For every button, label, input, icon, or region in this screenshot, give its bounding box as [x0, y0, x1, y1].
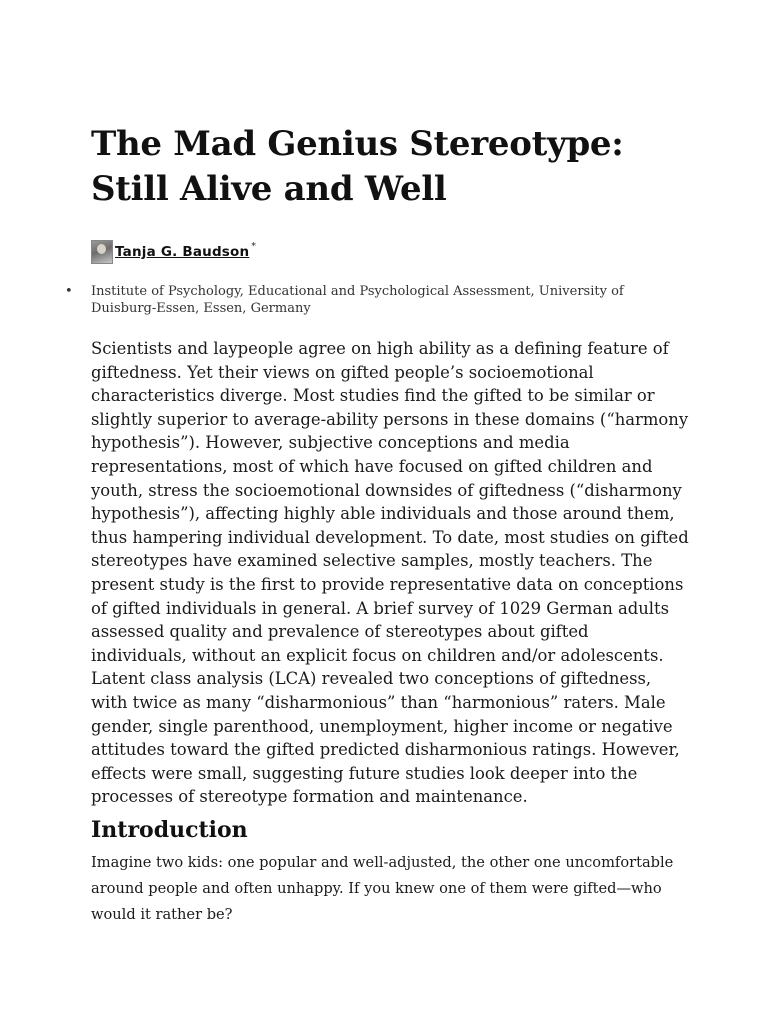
article-title: The Mad Genius Stereotype: Still Alive and Well [91, 124, 624, 209]
abstract: Scientists and laypeople agree on high ability as a defining feature of giftedness. Yet their views on gifted people’s socioemotional characteristics diverge. Most studies find the gifted to be similar or slightly superior to average-ability persons in these domains (“harmony hypothesis”). However, subjective conceptions and media representations, most of which have focused on gifted children and youth, stress the socioemotional downsides of giftedness (“disharmony hypothesis”), affecting highly able individuals and those around them, thus hampering individual development. To date, most studies on gifted stereotypes have examined selective samples, mostly teachers. The present study is the first to provide representative data on conceptions of gifted individuals in general. A brief survey of 1029 German adults assessed quality and prevalence of stereotypes about gifted individuals, without an explicit focus on children and/or adolescents. Latent class analysis (LCA) revealed two conceptions of giftedness, with twice as many “disharmonious” than “harmonious” raters. Male gender, single parenthood, unemployment, higher income or negative attitudes toward the gifted predicted disharmonious ratings. However, effects were small, suggesting future studies look deeper into the processes of stereotype formation and maintenance. [91, 339, 689, 807]
author-row [91, 240, 256, 264]
author-marker: * [251, 242, 256, 252]
section-heading: Introduction [91, 817, 248, 843]
affiliation-text: Institute of Psychology, Educational and Psychological Assessment, University of Duisburg-Essen, Essen, Germany [91, 284, 624, 316]
bullet-icon: • [65, 284, 73, 299]
intro-paragraph: Imagine two kids: one popular and well-adjusted, the other one uncomfortable around people and often unhappy. If you knew one of them were gifted—who would it rather be? [91, 854, 674, 923]
author-name-link[interactable]: Tanja G. Baudson [115, 244, 250, 260]
affiliation [65, 283, 676, 317]
author-avatar[interactable] [91, 240, 113, 264]
